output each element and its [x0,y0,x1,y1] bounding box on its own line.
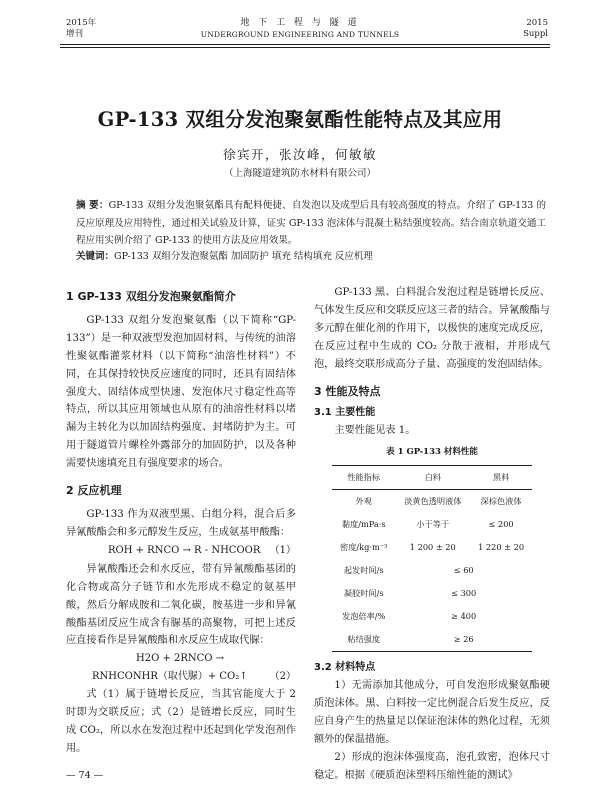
table-cell: 深棕色液体 [480,495,522,506]
table-cell: 小于等于 [416,518,450,529]
header-rule-thin [60,47,550,48]
table-row [332,559,532,582]
subsection-3-1-paragraph: 主要性能见表 1。 [334,425,416,437]
equation-2-line-2: RNHCONHR（取代脲）+ CO₂↑ [92,671,248,683]
subsection-3-2-paragraph-2: 2）形成的泡沫体强度高，泡孔致密，泡体尺寸稳定。根据《硬质泡沫塑料压缩性能的测试》 [314,751,550,781]
table-header-cell: 性能指标 [347,471,381,482]
table-row [332,605,532,628]
table-cell: ≤ 300 [451,587,477,598]
table-cell: 1 200 ± 20 [409,541,456,552]
section-2-paragraph-4: GP-133 黑、白料混合发泡过程是链增长反应、气体发生反应和交联反应这三者的结合。异氰酸酯与多元醇在催化剂的作用下，以极快的速度完成反应，在反应过程中生成的 CO₂ 分散于液相，并形成气泡，最终交联形成高分子量、高强度的发泡固结体。 [314,287,550,370]
table-cell: 凝胶时间/s [343,587,384,598]
table-cell: ≥ 400 [451,610,477,621]
table-cell: 淡黄色透明液体 [404,495,462,506]
subsection-3-2-heading: 3.2 材料特点 [314,662,376,674]
table-cell: 1 220 ± 20 [478,541,525,552]
left-column [66,288,296,758]
equation-2-number: （2） [269,671,296,683]
paper-affiliation: （上海隧道建筑防水材料有限公司） [223,168,376,179]
table-row [332,582,532,605]
table-cell: ≤ 60 [453,564,474,575]
right-column [314,284,550,785]
table-cell: 粘结强度 [347,633,381,644]
table-row [332,513,532,536]
table-cell: 密度/kg·m⁻³ [340,541,388,552]
equation-1 [66,542,296,561]
subsection-3-1-heading: 3.1 主要性能 [314,407,376,419]
header-year-right: 2015 [526,18,548,28]
page-number: — 74 — [66,770,104,781]
table-cell: 外观 [355,495,372,506]
section-1-paragraph: GP-133 双组分发泡聚氨酯（以下简称“GP-133”）是一种双液型发泡加固材料，与传统的油溶性聚氨酯灌浆材料（以下简称“油溶性材料”）不同，在其保持较快反应速度的同时，还具有固结体强度大、固结体成型快速、发泡体尺寸稳定性高等特点，所以其应用领域也从原有的油溶性材料以堵漏为主转化为以加固结构强度、封堵防护为主。可用于隧道管片螺栓外露部分的加固防护，以及各种需要快速填充且有强度要求的场合。 [66,314,296,470]
table-cell: ≥ 26 [453,633,474,644]
header-right [523,18,548,40]
paper-title: GP-133 双组分发泡聚氨酯性能特点及其应用 [97,108,503,131]
section-2-paragraph-1: GP-133 作为双液型黑、白组分料，混合后多异氰酸酯会和多元醇发生反应，生成氨基甲酸酯： [66,508,296,538]
abstract-text: GP-133 双组分发泡聚氨酯具有配料便捷、自发泡以及成型后具有较高强度的特点。介绍了 GP-133 的反应原理及应用特性，通过相关试验及计算，证实 GP-133 泡沫体与混凝土粘结强度较高。结合南京轨道交通工程应用实例介绍了 GP-133 的使用方法及应用效果。 [76,200,547,246]
equation-2-line-1: H2O + 2RNCO → [136,653,225,665]
journal-title-cn: 地 下 工 程 与 隧 道 [240,18,360,28]
header-journal [0,18,600,40]
paper-authors: 徐宾开，张汝峰，何敏敏 [222,147,377,162]
table-cell: ≤ 200 [488,518,514,529]
header-issue-right: Suppl [523,29,548,39]
table-cell: 发泡倍率/% [342,610,386,621]
equation-1-number: （1） [269,544,296,556]
header-rule [60,44,550,45]
table-cell: 起发时间/s [343,564,384,575]
header-year: 2015年 [66,18,97,28]
table-row [332,628,532,652]
keywords-label: 关键词： [76,251,115,262]
section-2-heading: 2 反应机理 [66,484,122,498]
table-cell: 黏度/mPa·s [341,518,386,529]
section-3-heading: 3 性能及特点 [314,384,381,398]
table-1 [332,465,532,652]
abstract-label: 摘 要： [76,200,109,211]
table-header-row [332,466,532,490]
section-1-heading: 1 GP-133 双组分发泡聚氨酯简介 [66,290,236,303]
table-row [332,490,532,514]
header-issue: 增刊 [66,29,84,39]
section-2-paragraph-2: 异氰酸酯还会和水反应，带有异氰酸酯基团的化合物或高分子链节和水先形成不稳定的氨基甲酸，然后分解成胺和二氧化碳，胺基进一步和异氰酸酯基团反应生成含有脲基的高聚物，可把上述反应直接看作是异氰酸酯和水反应生成取代脲： [66,563,296,647]
table-header-cell: 黑料 [492,471,510,482]
equation-2 [66,650,296,686]
table-1-caption: 表 1 GP-133 材料性能 [386,447,478,458]
table-row [332,536,532,559]
abstract [76,197,546,250]
keywords [76,248,546,265]
journal-title-en: UNDERGROUND ENGINEERING AND TUNNELS [200,30,400,39]
section-2-paragraph-3: 式（1）属于链增长反应，当其官能度大于 2 时即为交联反应；式（2）是链增长反应，同时生成 CO₂，所以水在发泡过程中还起到化学发泡剂作用。 [66,689,296,755]
table-header-cell: 白料 [424,471,441,482]
subsection-3-2-paragraph-1: 1）无需添加其他成分，可自发泡形成聚氨酯硬质泡沫体。黑、白料按一定比例混合后发生反应，反应自身产生的热量足以保证泡沫体的熟化过程，无须额外的保温措施。 [314,680,550,745]
equation-1-body: ROH + RNCO → R - NHCOOR [108,544,261,556]
keywords-text: GP-133 双组分发泡聚氨酯 加固防护 填充 结构填充 反应机理 [114,251,373,262]
